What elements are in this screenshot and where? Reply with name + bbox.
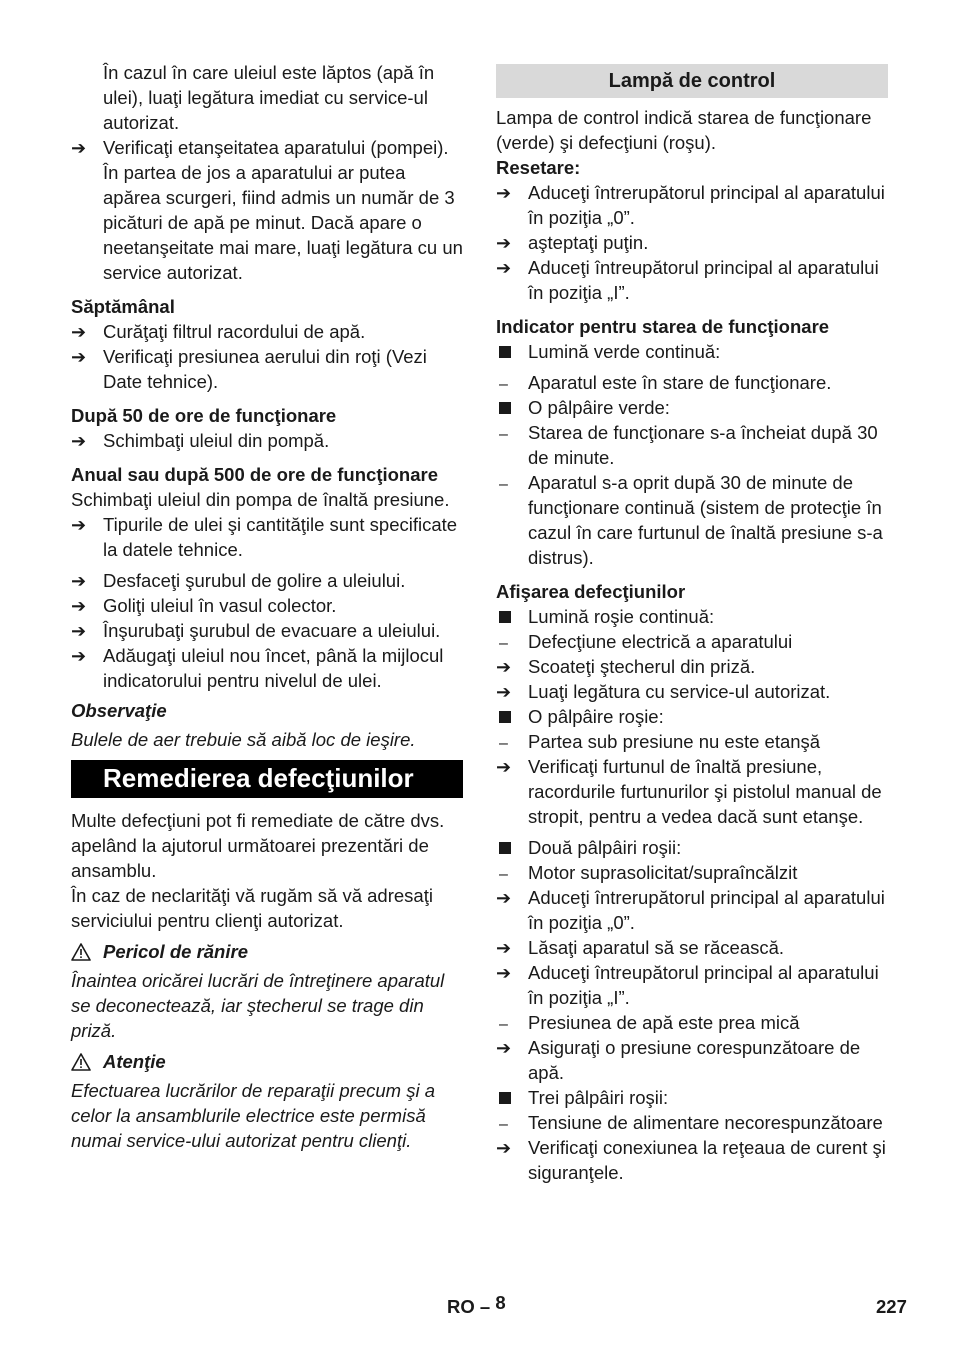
arrow-icon: ➔	[71, 646, 87, 666]
warning-heading-attention: Atenţie	[71, 1049, 463, 1074]
dash-icon: –	[499, 1016, 508, 1033]
list-item: ➔ Luaţi legătura cu service-ul autorizat.	[496, 679, 888, 704]
arrow-icon: ➔	[496, 657, 512, 677]
note-heading: Observaţie	[71, 700, 167, 721]
dash-icon: –	[499, 635, 508, 652]
leak-text: În partea de jos a aparatului ar putea apărea scurgeri, fiind admis un număr de 3 picături de apă pe minut. Dacă apare o neetanşeitate mai mare, luaţi legătura cu un service autorizat.	[103, 162, 463, 283]
heading-500-hours: Anual sau după 500 de ore de funcţionare	[71, 464, 439, 485]
arrow-icon: ➔	[71, 138, 87, 158]
warning-icon	[71, 1053, 91, 1071]
arrow-icon: ➔	[71, 596, 87, 616]
square-bullet-icon	[499, 346, 511, 358]
list-item: ➔ Tipurile de ulei şi cantităţile sunt specificate la datele tehnice.	[71, 514, 458, 560]
arrow-icon: ➔	[496, 183, 512, 203]
arrow-icon: ➔	[496, 233, 512, 253]
list-item: ➔ Goliţi uleiul în vasul colector.	[71, 593, 463, 618]
list-item: Lumină roşie continuă:	[496, 604, 888, 629]
arrow-icon: ➔	[71, 571, 87, 591]
list-item: ➔ Adăugaţi uleiul nou încet, până la mijlocul indicatorului pentru nivelul de ulei.	[71, 645, 444, 691]
dash-icon: –	[499, 426, 508, 443]
section-title: Remedierea defecţiunilor	[71, 760, 463, 798]
control-lamp-text: Lampa de control indică starea de funcţionare (verde) şi defecţiuni (roşu).	[496, 107, 872, 153]
square-bullet-icon	[499, 1092, 511, 1104]
heading-fault-display: Afişarea defecţiunilor	[496, 581, 686, 602]
list-item: ➔ Verificaţi furtunul de înaltă presiune, racordurile furtunurilor şi pistolul manual de stropit, pentru a vedea dacă sunt etanşe.	[496, 756, 882, 827]
list-item: – Tensiune de alimentare necorespunzătoare	[496, 1110, 888, 1135]
square-bullet-icon	[499, 611, 511, 623]
arrow-icon: ➔	[496, 1138, 512, 1158]
dash-icon: –	[499, 376, 508, 393]
arrow-icon: ➔	[71, 621, 87, 641]
dash-icon: –	[499, 735, 508, 752]
warning-icon	[71, 943, 91, 961]
arrow-icon: ➔	[71, 431, 87, 451]
page-number: 227	[876, 1296, 907, 1317]
oil-milky-text: În cazul în care uleiul este lăptos (apă în ulei), luaţi legătura imediat cu service-ul autorizat.	[103, 62, 435, 133]
heading-50-hours: După 50 de ore de funcţionare	[71, 405, 337, 426]
heading-status-indicator: Indicator pentru starea de funcţionare	[496, 316, 830, 337]
list-item: ➔ Curăţaţi filtrul racordului de apă.	[71, 319, 463, 344]
arrow-icon: ➔	[496, 963, 512, 983]
right-column	[496, 60, 888, 1185]
arrow-icon: ➔	[496, 682, 512, 702]
list-item: – Aparatul s-a oprit după 30 de minute de funcţionare continuă (sistem de protecţie în cazul în care furtunul de înaltă presiune s-a distrus).	[499, 472, 883, 568]
list-item: ➔ aşteptaţi puţin.	[496, 230, 888, 255]
square-bullet-icon	[499, 402, 511, 414]
list-item: ➔ Verificaţi conexiunea la reţeaua de curent şi siguranţele.	[496, 1137, 886, 1183]
list-item: – Aparatul este în stare de funcţionare.	[496, 370, 888, 395]
warning-text-injury: Înaintea oricărei lucrări de întreţinere aparatul se deconectează, iar ştecherul se trage din priză.	[71, 970, 445, 1041]
left-column	[71, 60, 463, 1153]
list-item: ➔ Aduceţi întreupătorul principal al aparatului în poziţia „I”.	[496, 257, 879, 303]
arrow-icon: ➔	[496, 757, 512, 777]
list-item: Lumină verde continuă:	[496, 339, 888, 364]
list-item: – Motor suprasolicitat/supraîncălzit	[496, 860, 888, 885]
troubleshoot-intro: Multe defecţiuni pot fi remediate de către dvs. apelând la ajutorul următoarei prezentări de ansamblu.	[71, 810, 445, 881]
dash-icon: –	[499, 866, 508, 883]
arrow-icon: ➔	[71, 347, 87, 367]
arrow-icon: ➔	[71, 515, 87, 535]
arrow-icon: ➔	[496, 888, 512, 908]
arrow-icon: ➔	[496, 258, 512, 278]
control-lamp-title: Lampă de control	[496, 64, 888, 98]
list-item: ➔ Scoateţi ştecherul din priză.	[496, 654, 888, 679]
list-item: ➔ Schimbaţi uleiul din pompă.	[71, 428, 463, 453]
list-item: ➔ Desfaceţi şurubul de golire a uleiului.	[71, 568, 463, 593]
heading-weekly: Săptămânal	[71, 296, 175, 317]
list-item: – Partea sub presiune nu este etanşă	[496, 729, 888, 754]
warning-text-attention: Efectuarea lucrărilor de reparaţii precum şi a celor la ansamblurile electrice este permisă numai service-ului autorizat pentru clienţi.	[71, 1080, 435, 1151]
square-bullet-icon	[499, 842, 511, 854]
list-item: – Defecţiune electrică a aparatului	[496, 629, 888, 654]
dash-icon: –	[499, 476, 508, 493]
heading-reset: Resetare:	[496, 157, 581, 178]
list-item: ➔ Verificaţi etanşeitatea aparatului (pompei).	[71, 135, 463, 160]
list-item: Două pâlpâiri roşii:	[496, 835, 888, 860]
list-item: Trei pâlpâiri roşii:	[496, 1085, 888, 1110]
list-item: – Presiunea de apă este prea mică	[496, 1010, 888, 1035]
list-item: ➔ Asiguraţi o presiune corespunzătoare de apă.	[496, 1037, 861, 1083]
footer-language-page: RO – 8	[447, 1292, 506, 1317]
list-item: O pâlpâire verde:	[496, 395, 888, 420]
troubleshoot-contact: În caz de neclarităţi vă rugăm să vă adresaţi serviciului pentru clienţi autorizat.	[71, 885, 433, 931]
list-item: ➔ Înşurubaţi şurubul de evacuare a uleiului.	[71, 618, 463, 643]
list-item: O pâlpâire roşie:	[496, 704, 888, 729]
dash-icon: –	[499, 1116, 508, 1133]
list-item: ➔ Aduceţi întrerupătorul principal al aparatului în poziţia „0”.	[496, 887, 885, 933]
note-text: Bulele de aer trebuie să aibă loc de ieşire.	[71, 729, 416, 750]
list-item: ➔ Verificaţi presiunea aerului din roţi (Vezi Date tehnice).	[71, 346, 427, 392]
warning-heading-injury: Pericol de rănire	[71, 939, 463, 964]
list-item: ➔ Lăsaţi aparatul să se răcească.	[496, 935, 888, 960]
arrow-icon: ➔	[496, 1038, 512, 1058]
list-item: ➔ Aduceţi întrerupătorul principal al aparatului în poziţia „0”.	[496, 182, 885, 228]
arrow-icon: ➔	[496, 938, 512, 958]
oil-change-text: Schimbaţi uleiul din pompa de înaltă presiune.	[71, 489, 450, 510]
square-bullet-icon	[499, 711, 511, 723]
list-item: ➔ Aduceţi întreupătorul principal al aparatului în poziţia „I”.	[496, 962, 879, 1008]
arrow-icon: ➔	[71, 322, 87, 342]
list-item: – Starea de funcţionare s-a încheiat după 30 de minute.	[499, 422, 878, 468]
